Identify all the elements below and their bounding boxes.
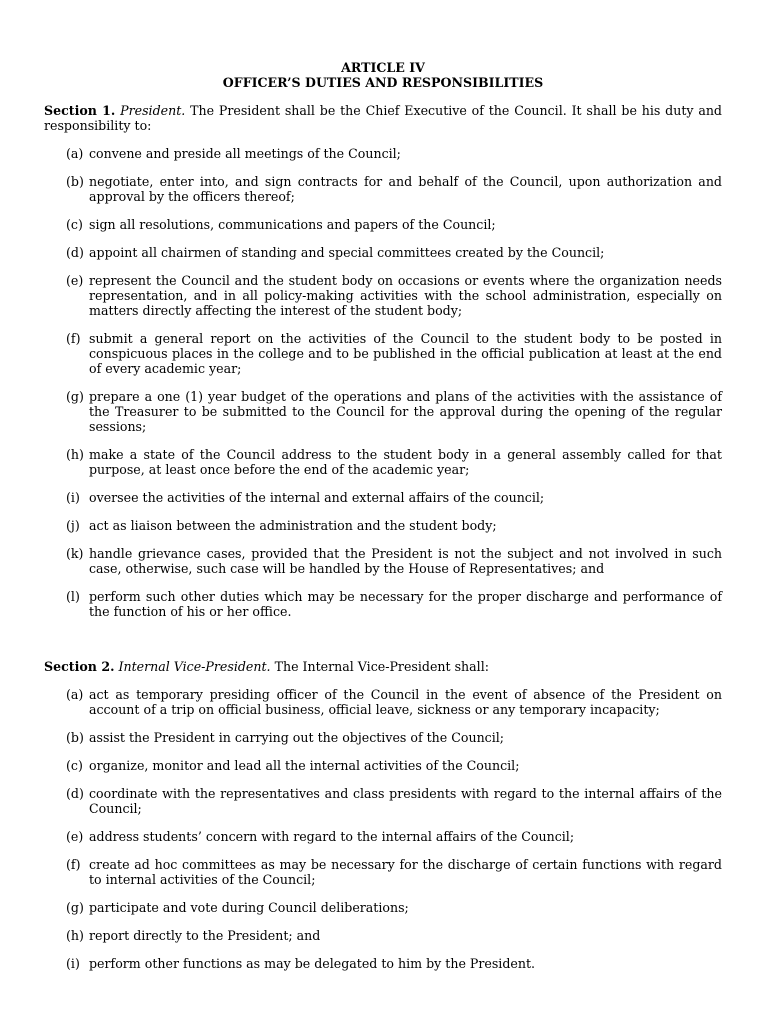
list-item	[44, 928, 722, 943]
list-item-text: address students’ concern with regard to the internal affairs of the Council;	[89, 829, 575, 844]
list-item-label: (h)	[66, 447, 84, 462]
list-item-label: (a)	[66, 687, 84, 702]
list-item-text: assist the President in carrying out the objectives of the Council;	[89, 730, 505, 745]
list-item-label: (d)	[66, 786, 84, 801]
list-item-text: perform such other duties which may be necessary for the proper discharge and performance of the function of his or her office.	[89, 589, 722, 619]
list-item	[44, 490, 722, 505]
list-item-text: handle grievance cases, provided that the President is not the subject and not involved in such case, otherwise, such case will be handled by the House of Representatives; and	[89, 546, 722, 576]
list-item-text: submit a general report on the activities of the Council to the student body to be posted in conspicuous places in the college and to be published in the official publication at least at the end of every academic year;	[89, 331, 722, 376]
section-1-office: President.	[120, 103, 186, 118]
section-1-heading	[44, 103, 722, 133]
article-title: OFFICER’S DUTIES AND RESPONSIBILITIES	[222, 75, 544, 90]
list-item	[44, 829, 722, 844]
section-1-intro: The President shall be the Chief Executive of the Council. It shall be his duty and responsibility to:	[44, 103, 722, 133]
list-item-label: (l)	[66, 589, 80, 604]
list-item	[44, 589, 722, 619]
list-item-label: (k)	[66, 546, 84, 561]
section-1-label: Section 1.	[44, 103, 116, 118]
list-item-label: (f)	[66, 857, 81, 872]
list-item-text: perform other functions as may be delegated to him by the President.	[89, 956, 536, 971]
list-item	[44, 730, 722, 745]
list-item-text: coordinate with the representatives and class presidents with regard to the internal affairs of the Council;	[89, 786, 722, 816]
list-item	[44, 758, 722, 773]
list-item-text: convene and preside all meetings of the Council;	[89, 146, 401, 161]
list-item	[44, 217, 722, 232]
list-item-label: (a)	[66, 146, 84, 161]
list-item-text: make a state of the Council address to the student body in a general assembly called for that purpose, at least once before the end of the academic year;	[89, 447, 722, 477]
list-item-text: act as liaison between the administration and the student body;	[89, 518, 497, 533]
list-item	[44, 857, 722, 887]
list-item	[44, 245, 722, 260]
list-item	[44, 146, 722, 161]
list-item	[44, 956, 722, 971]
list-item-label: (c)	[66, 758, 83, 773]
list-item	[44, 174, 722, 204]
list-item	[44, 447, 722, 477]
list-item-label: (e)	[66, 273, 84, 288]
list-item-label: (g)	[66, 900, 84, 915]
list-item-text: participate and vote during Council deliberations;	[89, 900, 409, 915]
list-item	[44, 389, 722, 434]
list-item-text: represent the Council and the student body on occasions or events where the organization needs representation, and in all policy-making activities with the school administration, especially on matters directly affecting the interest of the student body;	[89, 273, 722, 318]
section-2-duties-list	[44, 687, 722, 971]
list-item-label: (b)	[66, 174, 84, 189]
article-number: ARTICLE IV	[341, 60, 425, 75]
list-item-text: sign all resolutions, communications and papers of the Council;	[89, 217, 496, 232]
list-item-text: negotiate, enter into, and sign contracts for and behalf of the Council, upon authorization and approval by the officers thereof;	[89, 174, 722, 204]
list-item-label: (b)	[66, 730, 84, 745]
document-page	[44, 60, 722, 971]
list-item-label: (g)	[66, 389, 84, 404]
list-item-text: act as temporary presiding officer of the Council in the event of absence of the President on account of a trip on official business, official leave, sickness or any temporary incapacity;	[89, 687, 722, 717]
section-2-intro: The Internal Vice-President shall:	[274, 659, 489, 674]
list-item	[44, 687, 722, 717]
list-item-text: prepare a one (1) year budget of the operations and plans of the activities with the assistance of the Treasurer to be submitted to the Council for the approval during the opening of the regular sessions;	[89, 389, 722, 434]
list-item-label: (e)	[66, 829, 84, 844]
section-2-office: Internal Vice-President.	[118, 659, 271, 674]
list-item-label: (d)	[66, 245, 84, 260]
section-2-label: Section 2.	[44, 659, 115, 674]
section-2-heading	[44, 659, 722, 674]
list-item	[44, 331, 722, 376]
list-item-text: appoint all chairmen of standing and special committees created by the Council;	[89, 245, 605, 260]
list-item-text: organize, monitor and lead all the internal activities of the Council;	[89, 758, 520, 773]
list-item-label: (j)	[66, 518, 80, 533]
list-item	[44, 786, 722, 816]
list-item-text: oversee the activities of the internal and external affairs of the council;	[89, 490, 545, 505]
list-item-label: (h)	[66, 928, 84, 943]
list-item-label: (c)	[66, 217, 83, 232]
list-item	[44, 900, 722, 915]
section-1-duties-list	[44, 146, 722, 619]
list-item	[44, 273, 722, 318]
list-item-label: (f)	[66, 331, 81, 346]
list-item-label: (i)	[66, 956, 80, 971]
list-item	[44, 546, 722, 576]
list-item-text: create ad hoc committees as may be necessary for the discharge of certain functions with regard to internal activities of the Council;	[89, 857, 722, 887]
list-item-text: report directly to the President; and	[89, 928, 321, 943]
list-item-label: (i)	[66, 490, 80, 505]
list-item	[44, 518, 722, 533]
